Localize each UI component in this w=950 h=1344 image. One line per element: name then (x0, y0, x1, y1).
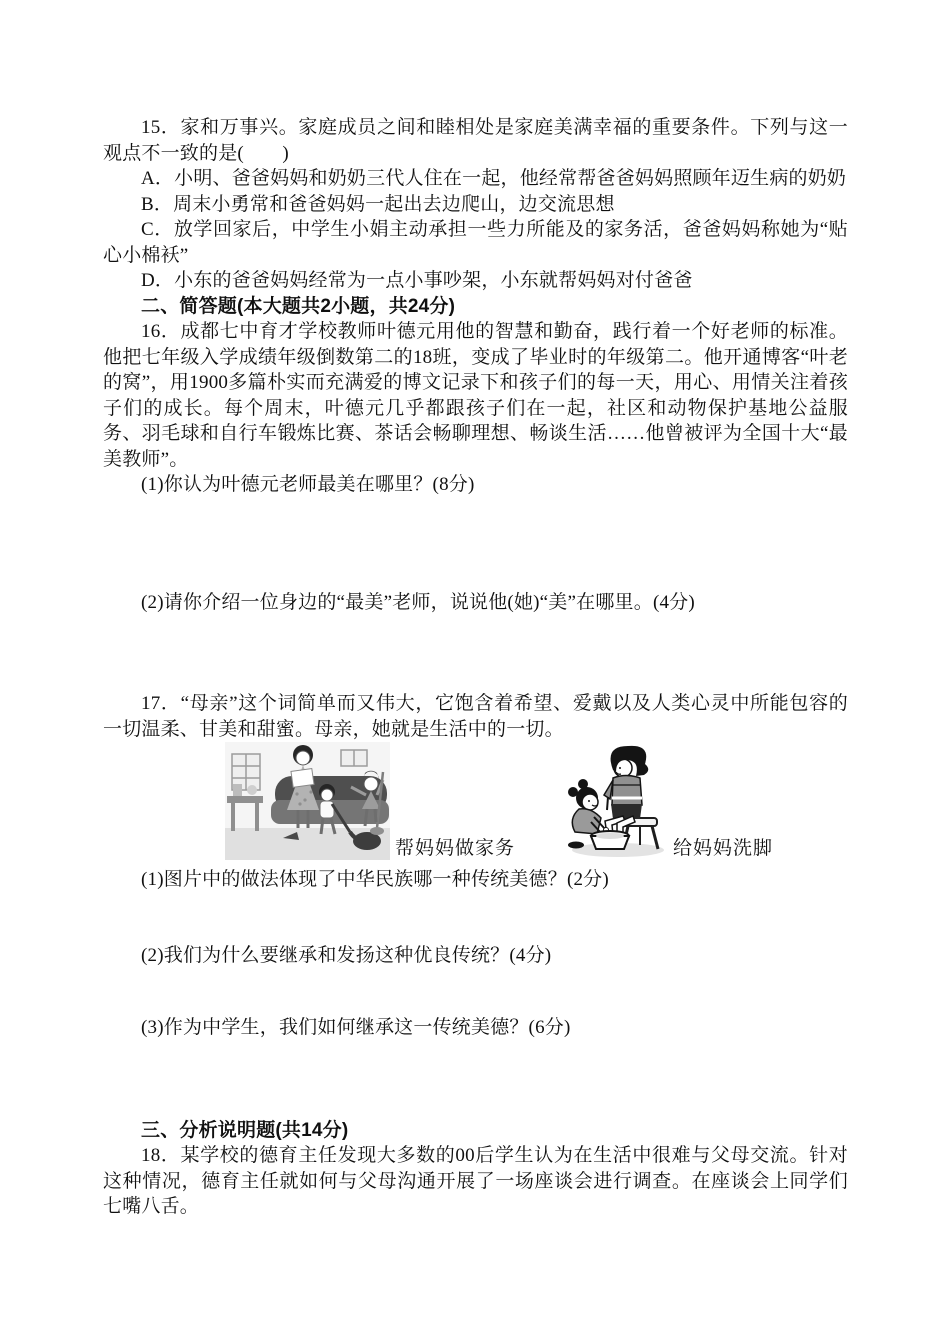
question-17-sub2: (2)我们为什么要继承和发扬这种优良传统？(4分) (141, 944, 552, 966)
question-17-stem: 17．“母亲”这个词简单而又伟大，它饱含着希望、爱戴以及人类心灵中所能包容的一切温柔、甘美和甜蜜。母亲，她就是生活中的一切。 (103, 693, 848, 740)
question-17-figures (225, 742, 848, 860)
figure-housework (225, 742, 515, 860)
question-17-sub3: (3)作为中学生，我们如何继承这一传统美德？(6分) (141, 1017, 571, 1038)
question-15-option-c: C．放学回家后，中学生小娟主动承担一些力所能及的家务活，爸爸妈妈称她为“贴心小棉袄” (103, 219, 848, 266)
question-15-stem: 15．家和万事兴。家庭成员之间和睦相处是家庭美满幸福的重要条件。下列与这一观点不一致的是( ) (103, 117, 848, 164)
question-16-stem: 16．成都七中育才学校教师叶德元用他的智慧和勤奋，践行着一个好老师的标准。他把七年级入学成绩年级倒数第二的18班，变成了毕业时的年级第二。他开通博客“叶老的窝”，用1900多篇朴实而充满爱的博文记录下和孩子们的每一天，用心、用情关注着孩子们的成长。每个周末，叶德元几乎都跟孩子们在一起，社区和动物保护基地公益服务、羽毛球和自行车锻炼比赛、茶话会畅聊理想、畅谈生活……他曾被评为全国十大“最美教师”。 (103, 321, 848, 470)
section-3-heading: 三、分析说明题(共14分) (141, 1119, 349, 1141)
figure-housework-caption: 帮妈妈做家务 (395, 838, 516, 859)
question-15-option-d: D．小东的爸爸妈妈经常为一点小事吵架，小东就帮妈妈对付爸爸 (141, 270, 693, 291)
figure-feet-washing-caption: 给妈妈洗脚 (673, 838, 774, 859)
question-15-option-a: A．小明、爸爸妈妈和奶奶三代人住在一起，他经常帮爸爸妈妈照顾年迈生病的奶奶 (141, 168, 847, 189)
housework-illustration (225, 742, 390, 860)
question-18-stem: 18．某学校的德育主任发现大多数的00后学生认为在生活中很难与父母交流。针对这种情况，德育主任就如何与父母沟通开展了一场座谈会进行调查。在座谈会上同学们七嘴八舌。 (103, 1145, 848, 1217)
question-16-sub1: (1)你认为叶德元老师最美在哪里？(8分) (141, 474, 475, 495)
feet-washing-illustration (563, 742, 668, 860)
exam-page-content (103, 115, 848, 1220)
question-17-sub1: (1)图片中的做法体现了中华民族哪一种传统美德？(2分) (141, 869, 609, 890)
question-16-sub2: (2)请你介绍一位身边的“最美”老师，说说他(她)“美”在哪里。(4分) (141, 591, 695, 613)
section-2-heading: 二、简答题(本大题共2小题，共24分) (141, 295, 456, 317)
question-15-option-b: B．周末小勇常和爸爸妈妈一起出去边爬山，边交流思想 (141, 193, 615, 215)
figure-feet-washing (563, 742, 773, 860)
